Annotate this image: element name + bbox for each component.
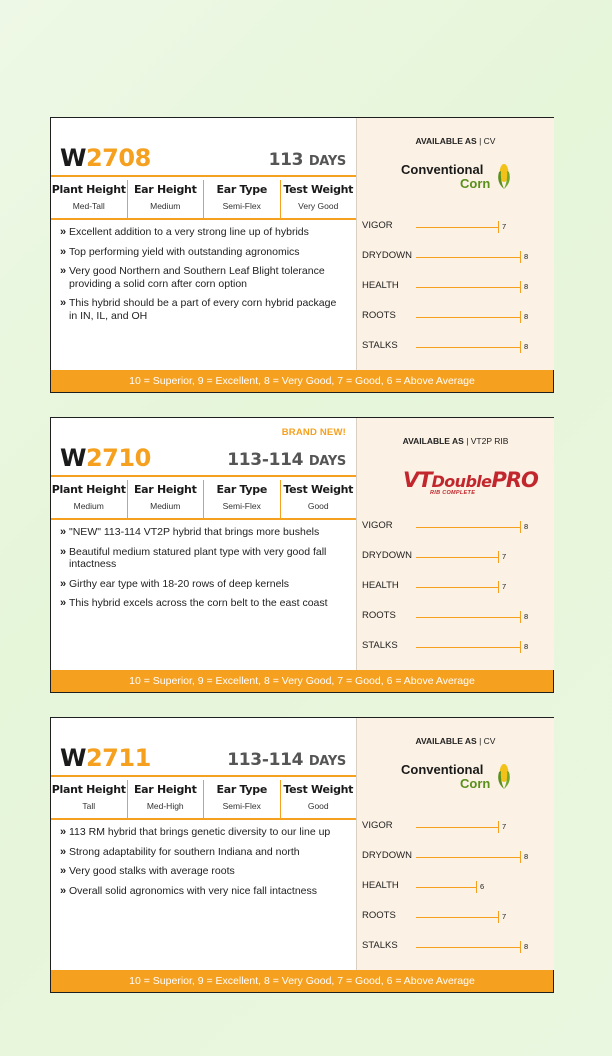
chevron-bullet-icon: » <box>60 865 67 877</box>
rating-value: 7 <box>502 582 507 591</box>
rating-label: ROOTS <box>362 610 396 621</box>
card-right-panel <box>356 418 554 670</box>
rating-tick <box>520 341 521 353</box>
divider <box>51 475 356 477</box>
rating-bar <box>416 647 520 648</box>
attr-plant-height: Plant Height Med-Tall <box>51 183 126 211</box>
availability: AVAILABLE AS | CV <box>415 736 496 746</box>
rating-vigor <box>362 220 552 234</box>
rating-health <box>362 280 552 294</box>
corn-icon <box>496 162 512 190</box>
rating-drydown <box>362 850 552 864</box>
rating-tick <box>498 551 499 563</box>
attr-ear-height: Ear Height Medium <box>127 180 204 218</box>
rating-label: ROOTS <box>362 910 396 921</box>
rating-label: DRYDOWN <box>362 250 412 261</box>
rating-tick <box>498 821 499 833</box>
vt-double-pro-logo: VTDoublePRO RIB COMPLETE <box>403 468 538 496</box>
chevron-bullet-icon: » <box>60 245 67 258</box>
chevron-bullet-icon: » <box>60 845 67 858</box>
rating-bar <box>416 347 520 348</box>
list-item: » Very good Northern and Southern Leaf Blight tolerance providing a solid corn after corn option <box>60 265 325 290</box>
rating-value: 8 <box>524 282 529 291</box>
rating-legend: 10 = Superior, 9 = Excellent, 8 = Very Good, 7 = Good, 6 = Above Average <box>51 670 553 692</box>
attr-ear-height: Ear Height Med-High <box>127 780 204 818</box>
rating-stalks <box>362 940 552 954</box>
card-left-panel <box>51 718 356 970</box>
attr-ear-type: Ear Type Semi-Flex <box>203 780 280 818</box>
hybrid-card-w2708 <box>50 117 554 393</box>
rating-label: VIGOR <box>362 220 393 231</box>
rating-bar <box>416 257 520 258</box>
chevron-bullet-icon: » <box>60 297 67 309</box>
rating-label: VIGOR <box>362 520 393 531</box>
attr-ear-height: Ear Height Medium <box>127 480 204 518</box>
rating-value: 7 <box>502 912 507 921</box>
rating-tick <box>520 311 521 323</box>
rating-health <box>362 880 552 894</box>
rating-value: 8 <box>524 852 529 861</box>
list-item: » "NEW" 113-114 VT2P hybrid that brings more bushels <box>60 526 320 538</box>
divider <box>51 518 356 520</box>
rating-tick <box>498 911 499 923</box>
rating-label: STALKS <box>362 340 398 351</box>
list-item: » Girthy ear type with 18-20 rows of deep kernels <box>60 577 290 590</box>
chevron-bullet-icon: » <box>60 265 67 277</box>
chevron-bullet-icon: » <box>60 526 67 538</box>
rating-value: 7 <box>502 552 507 561</box>
list-item: » Top performing yield with outstanding agronomics <box>60 245 300 258</box>
rating-bar <box>416 617 520 618</box>
list-item: » This hybrid excels across the corn belt to the east coast <box>60 597 328 609</box>
rating-tick <box>520 521 521 533</box>
card-left-panel <box>51 418 356 670</box>
rating-tick <box>520 611 521 623</box>
attr-ear-type: Ear Type Semi-Flex <box>203 480 280 518</box>
rating-value: 8 <box>524 642 529 651</box>
rating-value: 8 <box>524 252 529 261</box>
feature-list <box>60 226 345 329</box>
rating-label: STALKS <box>362 640 398 651</box>
rating-roots <box>362 910 552 924</box>
rating-label: HEALTH <box>362 880 399 891</box>
rating-stalks <box>362 640 552 654</box>
rating-drydown <box>362 550 552 564</box>
hybrid-name: W2708 <box>60 144 151 172</box>
rating-bar <box>416 227 498 228</box>
card-right-panel <box>356 118 554 370</box>
rating-label: ROOTS <box>362 310 396 321</box>
maturity-days: 113-114 DAYS <box>227 450 346 470</box>
rating-bar <box>416 527 520 528</box>
attribute-table <box>51 780 356 818</box>
rating-bar <box>416 557 498 558</box>
rating-tick <box>520 941 521 953</box>
rating-bar <box>416 917 498 918</box>
rating-tick <box>498 581 499 593</box>
card-right-panel <box>356 718 554 970</box>
chevron-bullet-icon: » <box>60 884 67 897</box>
rating-bar <box>416 947 520 948</box>
attr-test-weight: Test Weight Good <box>280 780 357 818</box>
rating-label: VIGOR <box>362 820 393 831</box>
rating-tick <box>520 251 521 263</box>
feature-list <box>60 526 345 617</box>
divider <box>51 775 356 777</box>
attr-plant-height: Plant Height Tall <box>51 783 126 811</box>
conventional-corn-logo: Conventional Corn <box>401 162 521 194</box>
rating-bar <box>416 317 520 318</box>
divider <box>51 175 356 177</box>
rating-tick <box>520 641 521 653</box>
hybrid-card-w2711 <box>50 717 554 993</box>
chevron-bullet-icon: » <box>60 597 67 609</box>
rating-value: 8 <box>524 612 529 621</box>
rating-health <box>362 580 552 594</box>
maturity-days: 113-114 DAYS <box>227 750 346 770</box>
rating-label: HEALTH <box>362 580 399 591</box>
chevron-bullet-icon: » <box>60 826 67 838</box>
rating-label: HEALTH <box>362 280 399 291</box>
rating-legend: 10 = Superior, 9 = Excellent, 8 = Very Good, 7 = Good, 6 = Above Average <box>51 970 553 992</box>
rating-vigor <box>362 820 552 834</box>
hybrid-card-w2710 <box>50 417 554 693</box>
rating-label: DRYDOWN <box>362 550 412 561</box>
availability: AVAILABLE AS | CV <box>415 136 496 146</box>
rating-value: 8 <box>524 522 529 531</box>
maturity-days: 113 DAYS <box>268 150 346 170</box>
rating-value: 8 <box>524 342 529 351</box>
rating-bar <box>416 857 520 858</box>
rating-value: 7 <box>502 822 507 831</box>
rating-legend: 10 = Superior, 9 = Excellent, 8 = Very Good, 7 = Good, 6 = Above Average <box>51 370 553 392</box>
attribute-table <box>51 180 356 218</box>
conventional-corn-logo: Conventional Corn <box>401 762 521 794</box>
divider <box>51 218 356 220</box>
list-item: » 113 RM hybrid that brings genetic diversity to our line up <box>60 826 331 838</box>
attr-plant-height: Plant Height Medium <box>51 483 126 511</box>
attr-test-weight: Test Weight Very Good <box>280 180 357 218</box>
list-item: » Strong adaptability for southern Indiana and north <box>60 845 300 858</box>
feature-list <box>60 826 345 904</box>
rating-label: STALKS <box>362 940 398 951</box>
list-item: » Very good stalks with average roots <box>60 865 235 877</box>
rating-tick <box>520 851 521 863</box>
rating-roots <box>362 610 552 624</box>
card-left-panel <box>51 118 356 370</box>
rating-bar <box>416 287 520 288</box>
rating-value: 7 <box>502 222 507 231</box>
divider <box>51 818 356 820</box>
attr-ear-type: Ear Type Semi-Flex <box>203 180 280 218</box>
rating-drydown <box>362 250 552 264</box>
hybrid-name: W2710 <box>60 444 151 472</box>
chevron-bullet-icon: » <box>60 545 67 558</box>
corn-icon <box>496 762 512 790</box>
rating-roots <box>362 310 552 324</box>
chevron-bullet-icon: » <box>60 577 67 590</box>
rating-tick <box>520 281 521 293</box>
availability: AVAILABLE AS | VT2P RIB <box>402 436 509 446</box>
list-item: » Beautiful medium statured plant type with very good fall intactness <box>60 545 327 570</box>
rating-stalks <box>362 340 552 354</box>
rating-value: 8 <box>524 942 529 951</box>
rating-value: 8 <box>524 312 529 321</box>
rating-value: 6 <box>480 882 485 891</box>
rating-tick <box>476 881 477 893</box>
chevron-bullet-icon: » <box>60 226 67 238</box>
rating-bar <box>416 887 476 888</box>
attr-test-weight: Test Weight Good <box>280 480 357 518</box>
rating-tick <box>498 221 499 233</box>
brand-new-badge: BRAND NEW! <box>281 427 346 438</box>
list-item: » This hybrid should be a part of every corn hybrid package in IN, IL, and OH <box>60 297 337 322</box>
rating-vigor <box>362 520 552 534</box>
rating-bar <box>416 827 498 828</box>
list-item: » Excellent addition to a very strong line up of hybrids <box>60 226 309 238</box>
rating-label: DRYDOWN <box>362 850 412 861</box>
attribute-table <box>51 480 356 518</box>
hybrid-name: W2711 <box>60 744 151 772</box>
rating-bar <box>416 587 498 588</box>
list-item: » Overall solid agronomics with very nice fall intactness <box>60 884 318 897</box>
